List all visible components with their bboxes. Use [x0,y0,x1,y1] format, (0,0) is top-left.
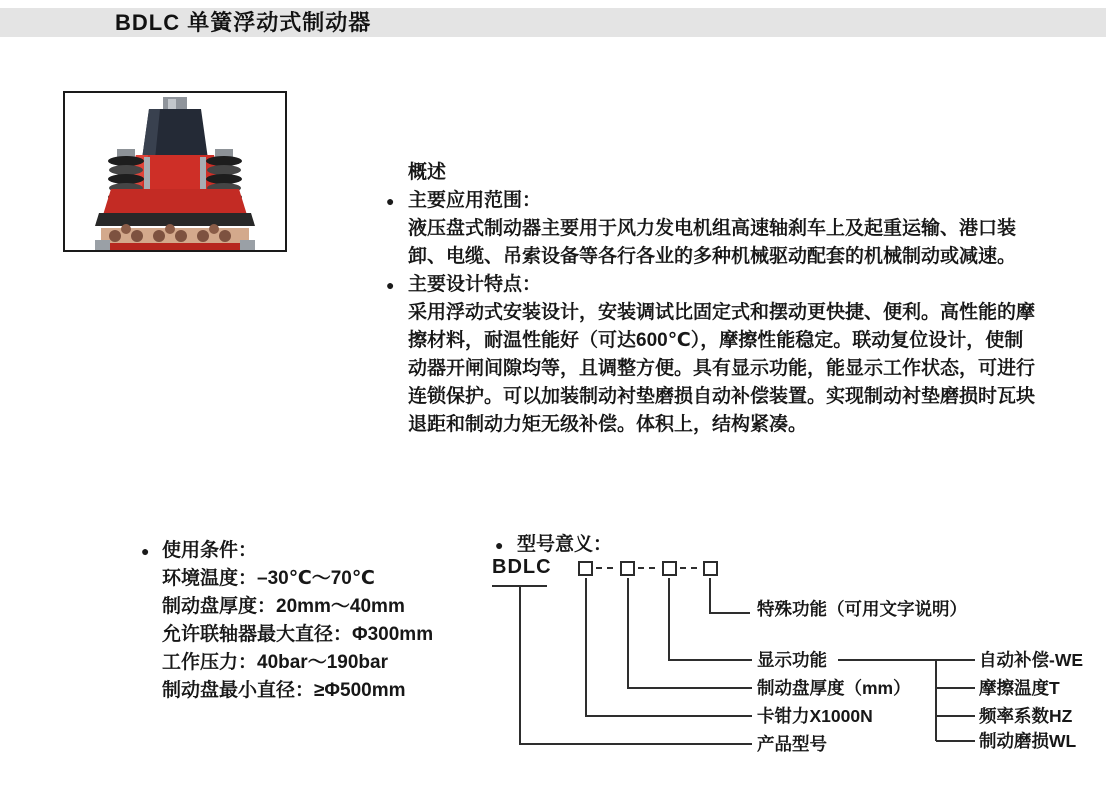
label-display-function: 显示功能 [757,650,827,670]
header-bar [0,8,1106,37]
model-meaning-heading-row [495,531,612,559]
condition-min-disc-diameter: 制动盘最小直径：≥Φ500mm [162,680,406,701]
text-line: 退距和制动力矩无级补偿。体积上，结构紧凑。 [408,414,808,435]
overview-section [386,159,1058,439]
bullet-icon: ● [495,537,504,553]
condition-ambient-temperature: 环境温度：–30℃～70℃ [162,568,375,589]
label-caliper-force: 卡钳力X1000N [757,706,873,726]
design-features-row [386,271,1058,299]
bullet-icon: ● [141,543,150,559]
brake-illustration [65,93,285,250]
application-scope-text [408,215,1058,271]
label-disc-thickness: 制动盘厚度（mm） [757,678,911,698]
condition-disc-thickness: 制动盘厚度：20mm～40mm [162,596,405,617]
condition-working-pressure: 工作压力：40bar～190bar [162,652,388,673]
bullet-icon: ● [386,193,395,209]
label-auto-compensation: 自动补偿-WE [979,650,1084,670]
conditions-label: 使用条件： [162,540,258,561]
model-code-box-4 [703,561,718,576]
model-prefix: BDLC [492,556,552,578]
caliper-flange [103,189,247,215]
overview-heading: 概述 [408,162,447,183]
text-line: 采用浮动式安装设计，安装调试比固定式和摆动更快捷、便利。高性能的摩 [408,302,1036,323]
label-product-model: 产品型号 [757,734,827,754]
application-scope-row [386,187,1058,215]
application-scope-label: 主要应用范围： [408,190,542,211]
conditions-heading-row [141,537,433,565]
design-features-text [408,299,1058,439]
model-code-box-2 [620,561,635,576]
label-frequency-coefficient: 频率系数HZ [979,706,1073,726]
text-line: 动器开闸间隙均等，且调整方便。具有显示功能，能显示工作状态，可进行 [408,358,1036,379]
model-code-box-3 [662,561,677,576]
label-special-function: 特殊功能（可用文字说明） [757,599,967,619]
text-line: 液压盘式制动器主要用于风力发电机组高速轴刹车上及起重运输、港口装 [408,218,1017,239]
bullet-icon: ● [386,277,395,293]
text-line: 擦材料，耐温性能好（可达600℃），摩擦性能稳定。联动复位设计，使制 [408,330,1024,351]
product-photo [63,91,287,252]
base-rail [97,243,253,250]
model-meaning-label: 型号意义： [517,534,613,555]
design-features-label: 主要设计特点： [408,274,542,295]
conditions-section [141,537,433,705]
label-friction-temperature: 摩擦温度T [979,678,1060,698]
page-title: BDLC 单簧浮动式制动器 [115,10,372,35]
text-line: 卸、电缆、吊索设备等各行各业的多种机械驱动配套的机械制动或减速。 [408,246,1017,267]
label-brake-wear: 制动磨损WL [979,731,1077,751]
model-code-box-1 [578,561,593,576]
text-line: 连锁保护。可以加装制动衬垫磨损自动补偿装置。实现制动衬垫磨损时瓦块 [408,386,1036,407]
condition-max-coupling-diameter: 允许联轴器最大直径：Φ300mm [162,624,434,645]
mount-plate [95,213,255,226]
